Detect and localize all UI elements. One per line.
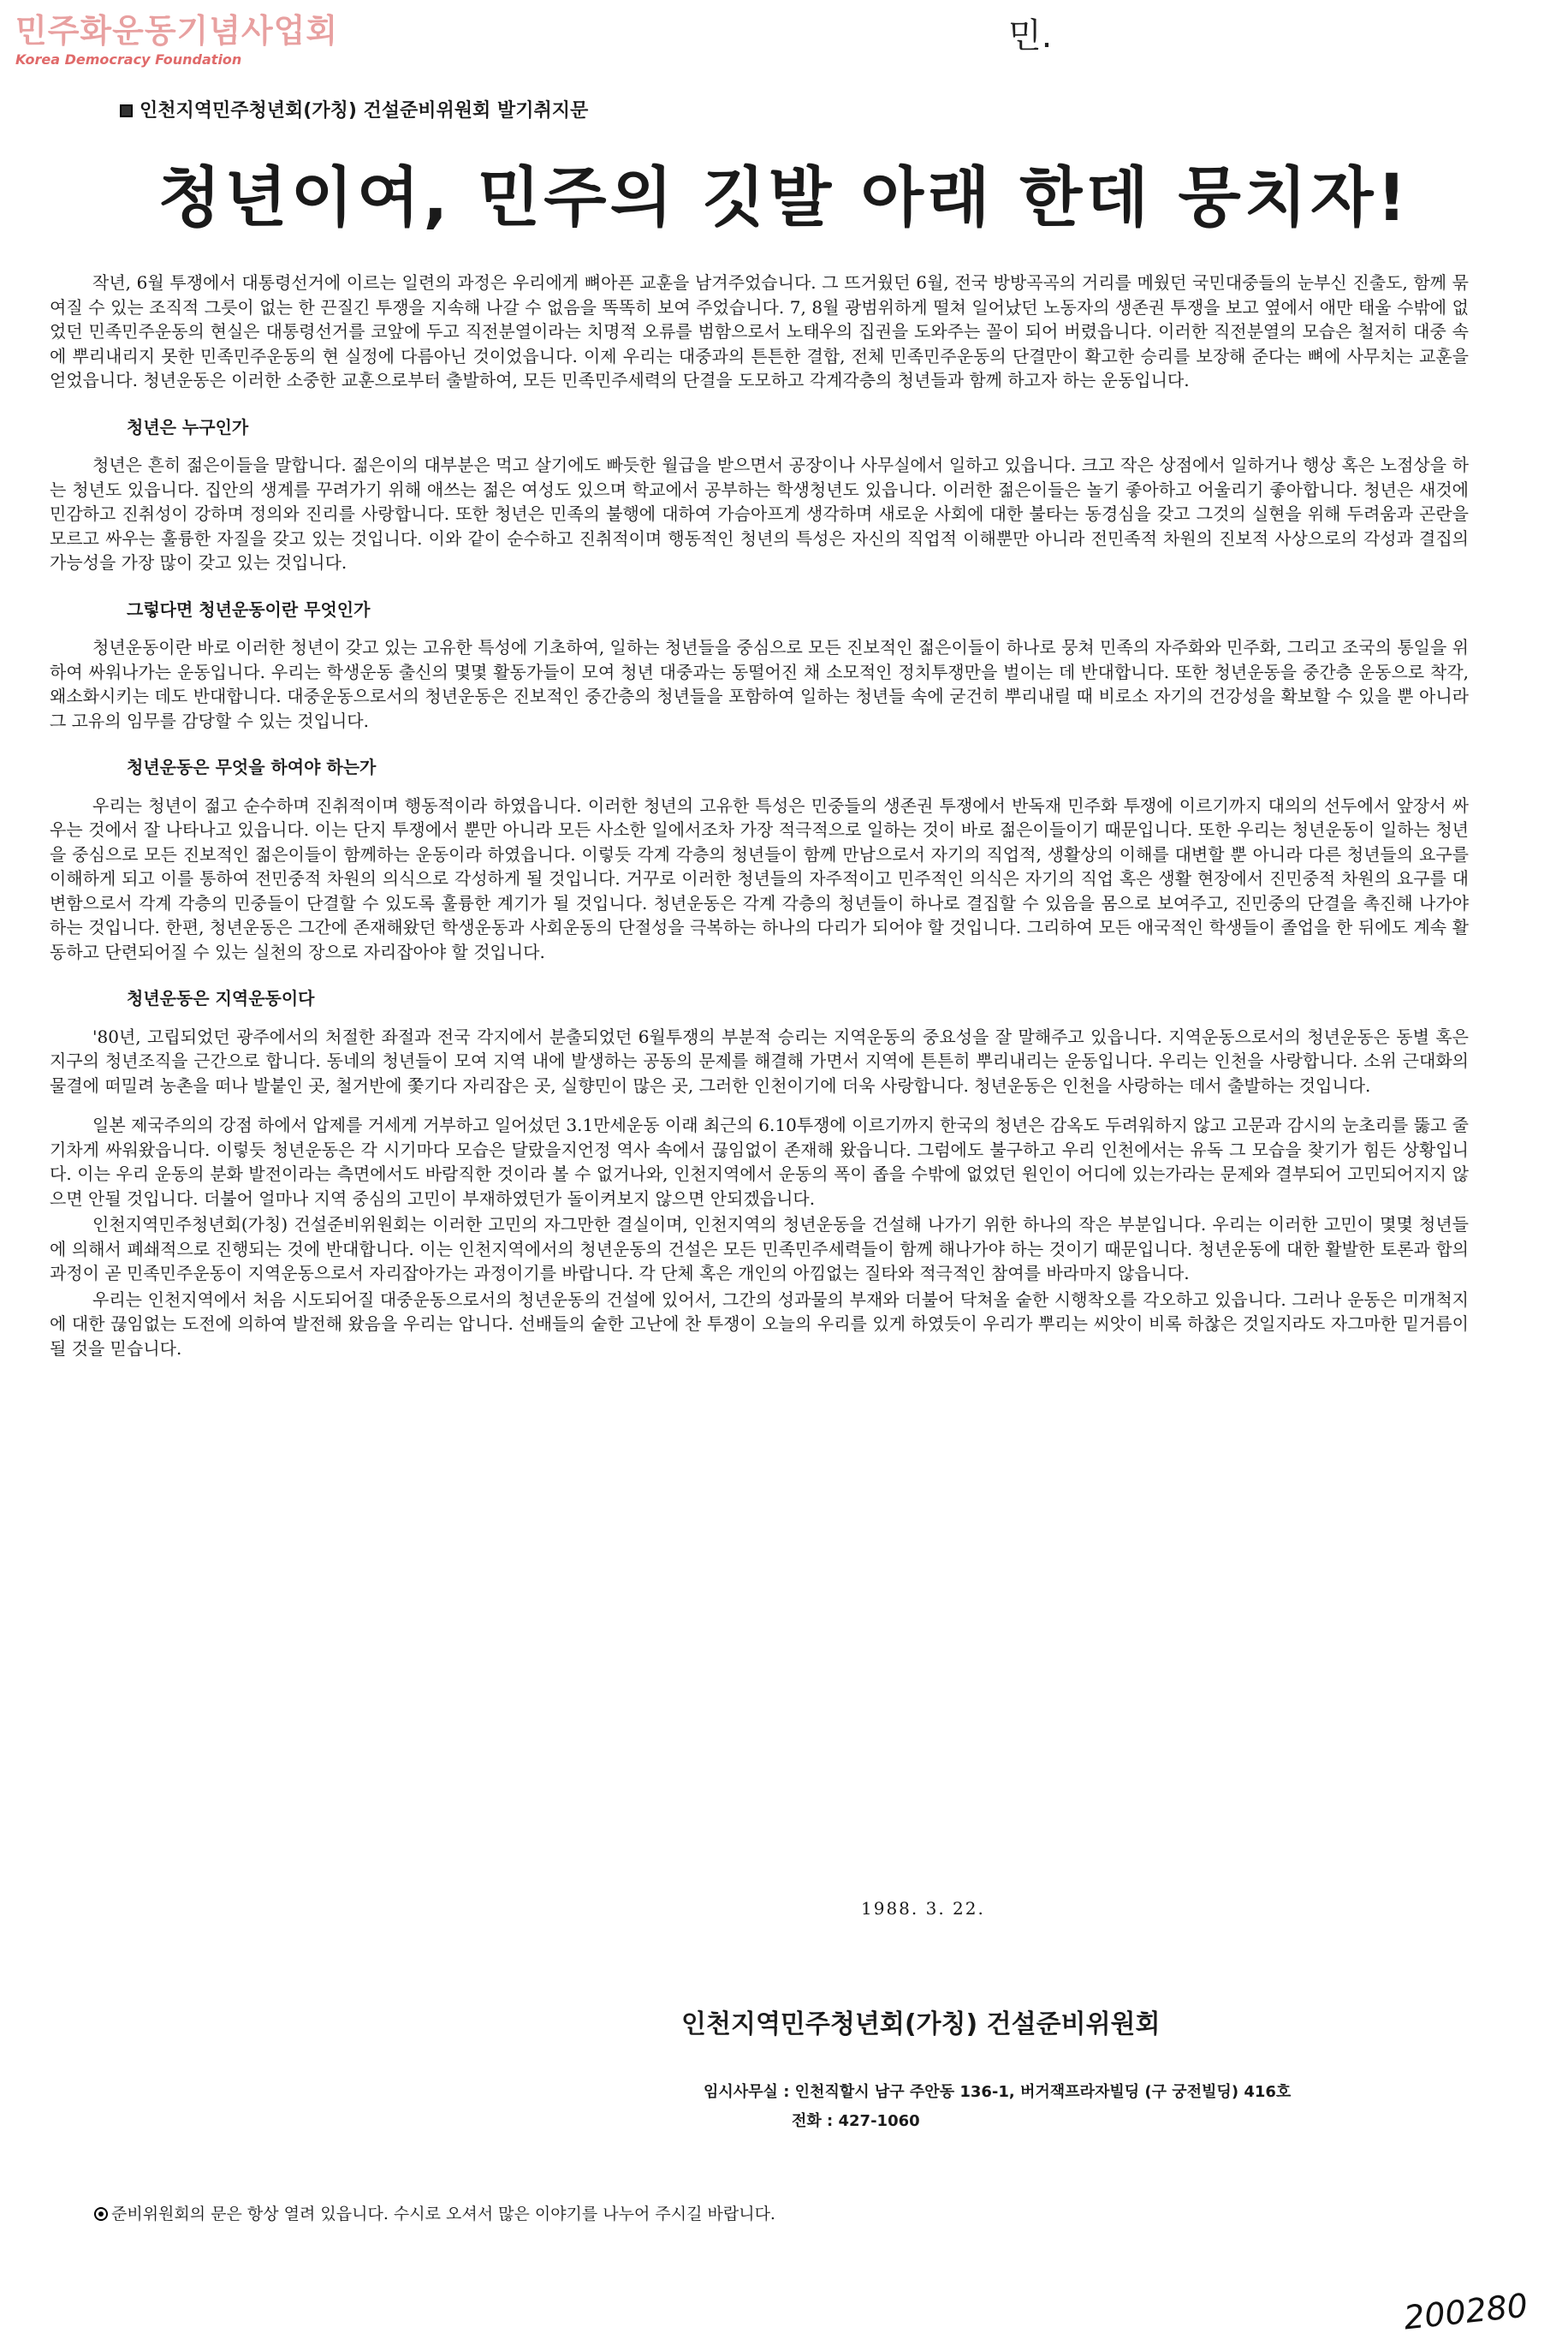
section-heading-3: 청년운동은 무엇을 하여야 하는가 — [127, 757, 377, 777]
section-4-paragraph-3: 인천지역민주청년회(가칭) 건설준비위원회는 이러한 고민의 자그만한 결실이며, 인천지역의 청년운동을 건설해 나가기 위한 하나의 작은 부분입니다. 우리는 이러한 고민이 몇몇 청년들에 의해서 폐쇄적으로 진행되는 것에 반대합니다. 이는 인천지역에서의 청년운동의 건설은 모든 민족민주세력들이 함께 해나가야 하는 것이기 때문입니다. 청년운동에 대한 활발한 토론과 합의 과정이 곧 민족민주운동이 지역운동으로서 자리잡아가는 과정이기를 바랍니다. 각 단체 혹은 개인의 아낌없는 질타와 적극적인 참여를 바라마지 않읍니다. — [50, 1214, 1469, 1283]
document-body — [50, 271, 1469, 1376]
watermark-english: Korea Democracy Foundation — [15, 51, 242, 68]
footer-note — [94, 2201, 775, 2224]
section-4-paragraph-2: 일본 제국주의의 강점 하에서 압제를 거세게 거부하고 일어섰던 3.1만세운동 이래 최근의 6.10투쟁에 이르기까지 한국의 청년은 감옥도 두려워하지 않고 고문과 감시의 눈초리를 뚫고 줄기차게 싸워왔읍니다. 이렇듯 청년운동은 각 시기마다 모습은 달랐을지언정 역사 속에서 끊임없이 존재해 왔읍니다. 그럼에도 불구하고 우리 인천에서는 유독 그 모습을 찾기가 힘든 상황입니다. 이는 우리 운동의 분화 발전이라는 측면에서도 바람직한 것이라 볼 수 없거나와, 인천지역에서 운동의 폭이 좁을 수밖에 없었던 원인이 어디에 있는가라는 문제와 결부되어 고민되어지지 않으면 안될 것입니다. 더불어 얼마나 지역 중심의 고민이 부재하였던가 돌이켜보지 않으면 안되겠읍니다. — [50, 1115, 1469, 1209]
section-3-paragraph-1: 우리는 청년이 젊고 순수하며 진취적이며 행동적이라 하였읍니다. 이러한 청년의 고유한 특성은 민중들의 생존권 투쟁에서 반독재 민주화 투쟁에 이르기까지 대의의 선두에서 앞장서 싸우는 것에서 잘 나타나고 있읍니다. 이는 단지 투쟁에서 뿐만 아니라 모든 사소한 일에서조차 가장 적극적으로 일하는 것이 바로 젊은이들이기 때문입니다. 또한 우리는 청년운동이 일하는 청년을 중심으로 모든 진보적인 젊은이들이 함께하는 운동이라 하였읍니다. 이렇듯 각계 각층의 청년들이 함께 만남으로서 자기의 직업적, 생활상의 이해를 대변할 뿐 아니라 다른 청년들의 요구를 이해하게 되고 이를 통하여 전민중적 차원의 의식으로 각성하게 될 것입니다. 거꾸로 이러한 청년들의 자주적이고 민주적인 의식은 자기의 직업 혹은 생활 현장에서 진민중적 차원의 요구를 대변함으로서 각계 각층의 민중들이 단결할 수 있도록 훌륭한 계기가 될 것입니다. 청년운동은 각계 각층의 청년들이 하나로 결집할 수 있음을 몸으로 보여주고, 진민중의 단결을 촉진해 나가야 하는 것입니다. 한편, 청년운동은 그간에 존재해왔던 학생운동과 사회운동의 단절성을 극복하는 하나의 다리가 되어야 할 것입니다. 그리하여 모든 애국적인 학생들이 졸업을 한 뒤에도 계속 활동하고 단련되어질 수 있는 실천의 장으로 자리잡아야 할 것입니다. — [50, 795, 1469, 962]
section-4-paragraph-1: '80년, 고립되었던 광주에서의 처절한 좌절과 전국 각지에서 분출되었던 6월투쟁의 부분적 승리는 지역운동의 중요성을 잘 말해주고 있읍니다. 지역운동으로서의 청년운동은 동별 혹은 지구의 청년조직을 근간으로 합니다. 동네의 청년들이 모여 지역 내에 발생하는 공동의 문제를 해결해 가면서 지역에 튼튼히 뿌리내리는 운동입니다. 우리는 인천을 사랑합니다. 소위 근대화의 물결에 떠밀려 농촌을 떠나 발붙인 곳, 철거반에 쫓기다 자리잡은 곳, 실향민이 많은 곳, 그러한 인천이기에 더욱 사랑합니다. 청년운동은 인천을 사랑하는 데서 출발하는 것입니다. — [50, 1026, 1469, 1096]
section-heading-2: 그렇다면 청년운동이란 무엇인가 — [127, 598, 371, 620]
section-heading-4: 청년운동은 지역운동이다 — [127, 988, 315, 1009]
watermark-korean: 민주화운동기념사업회 — [15, 12, 339, 50]
section-1-paragraph-1: 청년은 흔히 젊은이들을 말합니다. 젊은이의 대부분은 먹고 살기에도 빠듯한 월급을 받으면서 공장이나 사무실에서 일하고 있읍니다. 크고 작은 상점에서 일하거나 행상 혹은 노점상을 하는 청년도 있읍니다. 집안의 생계를 꾸려가기 위해 애쓰는 젊은 여성도 있으며 학교에서 공부하는 학생청년도 있읍니다. 이러한 젊은이들은 놀기 좋아하고 어울리기 좋아합니다. 청년은 새것에 민감하고 진취성이 강하며 정의와 진리를 사랑합니다. 또한 청년은 민족의 불행에 대하여 가슴아프게 생각하며 새로운 사회에 대한 불타는 동경심을 갖고 그것의 실현을 위해 두려움과 곤란을 모르고 싸우는 훌륭한 자질을 갖고 있는 것입니다. 이와 같이 순수하고 진취적이며 행동적인 청년의 특성은 자신의 직업적 이해뿐만 아니라 전민족적 차원의 진보적 사상으로의 각성과 결집의 가능성을 가장 많이 갖고 있는 것입니다. — [50, 455, 1469, 573]
section-heading-1: 청년은 누구인가 — [127, 416, 249, 437]
phone-number: 전화 : 427-1060 — [792, 2112, 920, 2130]
document-date: 1988. 3. 22. — [861, 1898, 985, 1919]
footer-note-text: 준비위원회의 문은 항상 열려 있읍니다. 수시로 오셔서 많은 이야기를 나누어 주시길 바랍니다. — [111, 2205, 775, 2223]
office-address: 임시사무실 : 인천직할시 남구 주안동 136-1, 버거잭프라자빌딩 (구 궁전빌딩) 416호 — [704, 2083, 1292, 2101]
square-bullet-icon — [120, 104, 133, 117]
page-title: 청년이여, 민주의 깃발 아래 한데 뭉치자! — [157, 159, 1411, 235]
intro-paragraph: 작년, 6월 투쟁에서 대통령선거에 이르는 일련의 과정은 우리에게 뼈아픈 교훈을 남겨주었습니다. 그 뜨거웠던 6월, 전국 방방곡곡의 거리를 메웠던 국민대중들의 눈부신 진출도, 함께 묶여질 수 있는 조직적 그릇이 없는 한 끈질긴 투쟁을 지속해 나갈 수 없음을 똑똑히 보여 주었습니다. 7, 8월 광범위하게 떨쳐 일어났던 노동자의 생존권 투쟁을 보고 옆에서 애만 태울 수밖에 없었던 민족민주운동의 현실은 대통령선거를 코앞에 두고 직전분열이라는 치명적 오류를 범함으로서 노태우의 집권을 도와주는 꼴이 되어 버렸읍니다. 이러한 직전분열의 모습은 철저히 대중 속에 뿌리내리지 못한 민족민주운동의 현 실정에 다름아닌 것이었읍니다. 이제 우리는 대중과의 튼튼한 결합, 전체 민족민주운동의 단결만이 확고한 승리를 보장해 준다는 뼈에 사무치는 교훈을 얻었읍니다. 청년운동은 이러한 소중한 교훈으로부터 출발하여, 모든 민족민주세력의 단결을 도모하고 각계각층의 청년들과 함께 하고자 하는 운동입니다. — [50, 272, 1469, 390]
organization-name: 인천지역민주청년회(가칭) 건설준비위원회 — [681, 2009, 1161, 2039]
section-2-paragraph-1: 청년운동이란 바로 이러한 청년이 갖고 있는 고유한 특성에 기초하여, 일하는 청년들을 중심으로 모든 진보적인 젊은이들이 하나로 뭉쳐 민족의 자주화와 민주화, 그리고 조국의 통일을 위하여 싸워나가는 운동입니다. 우리는 학생운동 출신의 몇몇 활동가들이 모여 청년 대중과는 동떨어진 채 소모적인 정치투쟁만을 벌이는 데 반대합니다. 또한 청년운동을 중간층 운동으로 착각, 왜소화시키는 데도 반대합니다. 대중운동으로서의 청년운동은 진보적인 중간층의 청년들을 포함하여 일하는 청년들 속에 굳건히 뿌리내릴 때 비로소 자기의 건강성을 확보할 수 있을 뿐 아니라 그 고유의 임무를 감당할 수 있는 것입니다. — [50, 637, 1469, 731]
watermark-logo — [15, 12, 339, 68]
header-text: 인천지역민주청년회(가칭) 건설준비위원회 발기취지문 — [140, 100, 589, 122]
section-4-paragraph-4: 우리는 인천지역에서 처음 시도되어질 대중운동으로서의 청년운동의 건설에 있어서, 그간의 성과물의 부재와 더불어 닥쳐올 숱한 시행착오를 각오하고 있읍니다. 그러나 운동은 미개척지에 대한 끊임없는 도전에 의하여 발전해 왔음을 우리는 압니다. 선배들의 숱한 고난에 찬 투쟁이 오늘의 우리를 있게 하였듯이 우리가 뿌리는 씨앗이 비록 하찮은 것일지라도 자그마한 밑거름이 될 것을 믿습니다. — [50, 1289, 1469, 1359]
circle-bullet-icon — [94, 2207, 108, 2221]
handwritten-archive-number: 200280 — [1402, 2286, 1529, 2337]
handwritten-mark-top: 민. — [1008, 16, 1053, 56]
document-header — [120, 96, 588, 122]
